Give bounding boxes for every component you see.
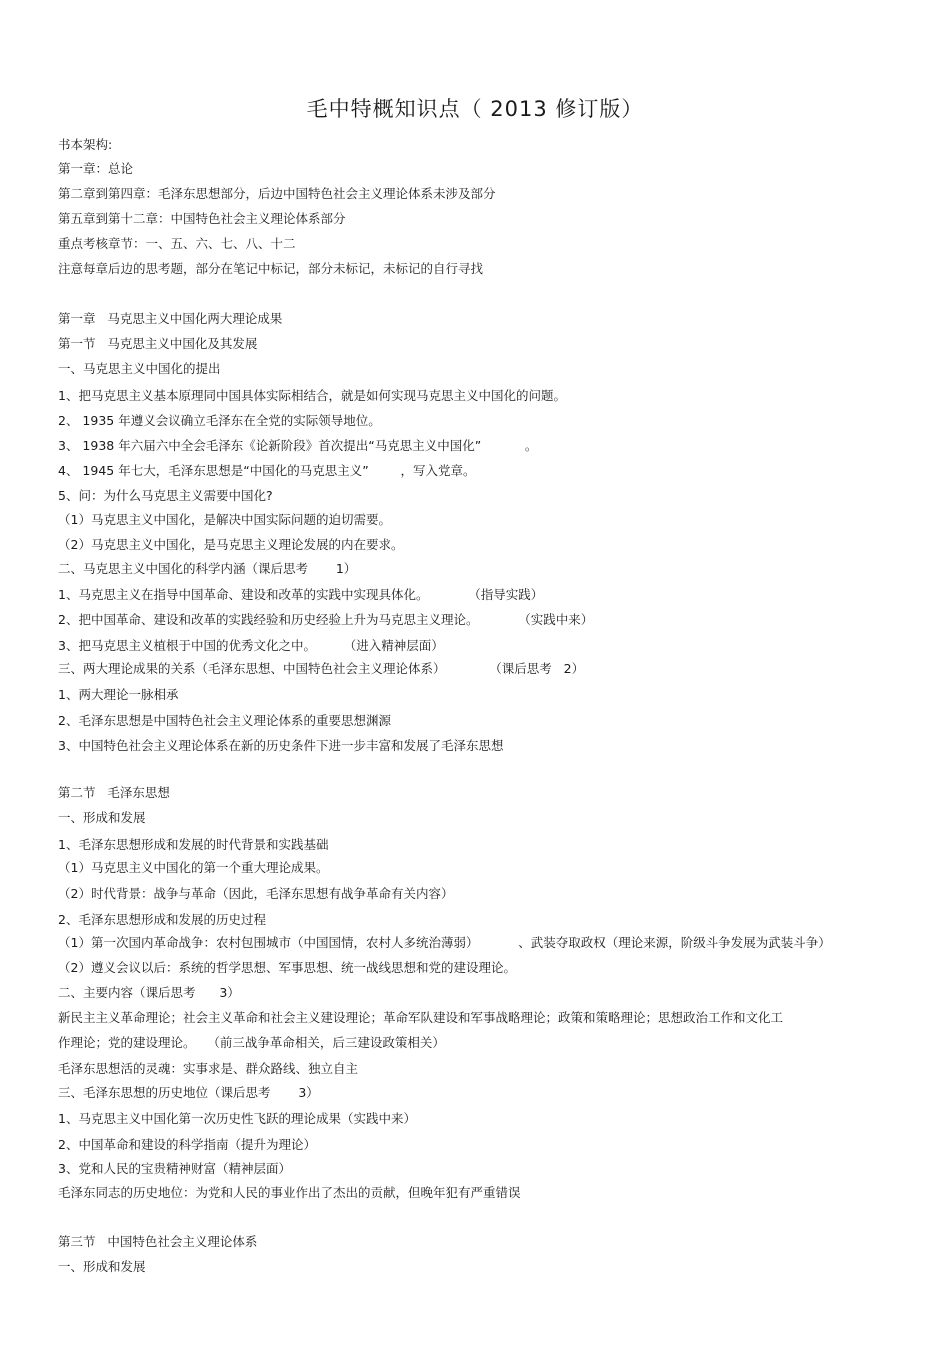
section-heading: 第一节 马克思主义中国化及其发展 bbox=[58, 336, 258, 351]
text-line: 第二章到第四章：毛泽东思想部分，后边中国特色社会主义理论体系未涉及部分 bbox=[58, 186, 496, 201]
section-heading: 第二节 毛泽东思想 bbox=[58, 785, 170, 800]
text-line: 5、问：为什么马克思主义需要中国化? bbox=[58, 488, 273, 503]
text-line: 4、 1945 年七大，毛泽东思想是“中国化的马克思主义” ，写入党章。 bbox=[58, 463, 476, 478]
text-line: 1、毛泽东思想形成和发展的时代背景和实践基础 bbox=[58, 837, 329, 852]
text-line: （1）马克思主义中国化的第一个重大理论成果。 bbox=[58, 860, 329, 875]
section-heading: 第三节 中国特色社会主义理论体系 bbox=[58, 1234, 258, 1249]
text-line: 第一章：总论 bbox=[58, 161, 134, 176]
subsection-heading: 一、形成和发展 bbox=[58, 810, 146, 825]
text-line: 第五章到第十二章：中国特色社会主义理论体系部分 bbox=[58, 211, 346, 226]
text-line: 2、毛泽东思想形成和发展的历史过程 bbox=[58, 912, 266, 927]
text-line: 新民主主义革命理论；社会主义革命和社会主义建设理论；革命军队建设和军事战略理论；政策和策略理论；思想政治工作和文化工 bbox=[58, 1010, 784, 1025]
text-line: 毛泽东同志的历史地位：为党和人民的事业作出了杰出的贡献，但晚年犯有严重错误 bbox=[58, 1185, 521, 1200]
page-title: 毛中特概知识点（ 2013 修订版） bbox=[306, 97, 644, 121]
text-line: 1、马克思主义中国化第一次历史性飞跃的理论成果（实践中来） bbox=[58, 1111, 416, 1126]
text-line: 1、马克思主义在指导中国革命、建设和改革的实践中实现具体化。 （指导实践） bbox=[58, 587, 544, 602]
text-line: 注意每章后边的思考题，部分在笔记中标记，部分未标记，未标记的自行寻找 bbox=[58, 261, 484, 276]
text-line: （1）第一次国内革命战争：农村包围城市（中国国情，农村人多统治薄弱） 、武装夺取政权（理论来源，阶级斗争发展为武装斗争） bbox=[58, 935, 831, 950]
text-line: 3、中国特色社会主义理论体系在新的历史条件下进一步丰富和发展了毛泽东思想 bbox=[58, 738, 504, 753]
text-line: 毛泽东思想活的灵魂：实事求是、群众路线、独立自主 bbox=[58, 1061, 359, 1076]
text-line: 3、党和人民的宝贵精神财富（精神层面） bbox=[58, 1161, 291, 1176]
subsection-heading: 三、毛泽东思想的历史地位（课后思考 3） bbox=[58, 1085, 319, 1100]
subsection-heading: 一、马克思主义中国化的提出 bbox=[58, 361, 221, 376]
subsection-heading: 一、形成和发展 bbox=[58, 1259, 146, 1274]
text-line: （2）马克思主义中国化，是马克思主义理论发展的内在要求。 bbox=[58, 537, 404, 552]
subsection-heading: 三、两大理论成果的关系（毛泽东思想、中国特色社会主义理论体系） （课后思考 2） bbox=[58, 661, 585, 676]
text-line: 作理论；党的建设理论。 （前三战争革命相关，后三建设政策相关） bbox=[58, 1035, 445, 1050]
subsection-heading: 二、主要内容（课后思考 3） bbox=[58, 985, 240, 1000]
text-line: （2）遵义会议以后：系统的哲学思想、军事思想、统一战线思想和党的建设理论。 bbox=[58, 960, 516, 975]
text-line: 2、毛泽东思想是中国特色社会主义理论体系的重要思想渊源 bbox=[58, 713, 391, 728]
text-line: 3、 1938 年六届六中全会毛泽东《论新阶段》首次提出“马克思主义中国化” 。 bbox=[58, 438, 538, 453]
text-line: 书本架构: bbox=[58, 137, 113, 152]
text-line: 1、两大理论一脉相承 bbox=[58, 687, 179, 702]
text-line: 2、中国革命和建设的科学指南（提升为理论） bbox=[58, 1137, 316, 1152]
text-line: 重点考核章节：一、五、六、七、八、十二 bbox=[58, 236, 296, 251]
text-line: 1、把马克思主义基本原理同中国具体实际相结合，就是如何实现马克思主义中国化的问题。 bbox=[58, 388, 566, 403]
text-line: （2）时代背景：战争与革命（因此，毛泽东思想有战争革命有关内容） bbox=[58, 886, 454, 901]
text-line: 2、把中国革命、建设和改革的实践经验和历史经验上升为马克思主义理论。 （实践中来） bbox=[58, 612, 594, 627]
text-line: 2、 1935 年遵义会议确立毛泽东在全党的实际领导地位。 bbox=[58, 413, 381, 428]
subsection-heading: 二、马克思主义中国化的科学内涵（课后思考 1） bbox=[58, 561, 357, 576]
text-line: 3、把马克思主义植根于中国的优秀文化之中。 （进入精神层面） bbox=[58, 638, 444, 653]
chapter-heading: 第一章 马克思主义中国化两大理论成果 bbox=[58, 311, 283, 326]
text-line: （1）马克思主义中国化，是解决中国实际问题的迫切需要。 bbox=[58, 512, 391, 527]
